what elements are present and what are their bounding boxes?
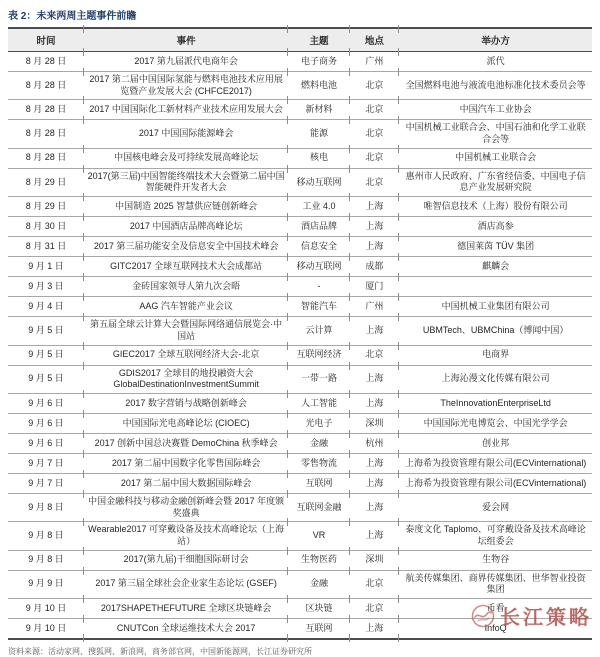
cell-date: 9 月 3 日 xyxy=(28,280,64,291)
cell-event: 中国制造 2025 智慧供应链创新峰会 xyxy=(84,197,288,217)
cell-event: 2017 第二届中国数字化零售国际峰会 xyxy=(84,453,288,473)
cell-organizer: 爱会网 xyxy=(399,493,592,521)
cell-theme: 金融 xyxy=(288,433,349,453)
cell-event: 2017(第九届)干细胞国际研讨会 xyxy=(84,550,288,570)
cell-organizer: TheInnovationEnterpriseLtd xyxy=(399,393,592,413)
col-location: 地点 xyxy=(350,28,400,52)
cell-theme: - xyxy=(288,277,349,297)
table-row xyxy=(8,550,592,570)
cell-theme: 智能汽车 xyxy=(288,297,349,317)
cell-theme: 生物医药 xyxy=(288,550,349,570)
cell-date: 8 月 29 日 xyxy=(25,200,67,211)
cell-event: 中国金融科技与移动金融创新峰会暨 2017 年度颁奖盛典 xyxy=(84,493,288,521)
cell-organizer: 唯智信息技术（上海）股份有限公司 xyxy=(399,197,592,217)
cell-date: 9 月 10 日 xyxy=(25,622,67,633)
cell-theme: 核电 xyxy=(288,148,349,168)
cell-organizer: 上海沁漫文化传媒有限公司 xyxy=(399,365,592,393)
cell-date: 9 月 8 日 xyxy=(28,501,64,512)
table-row xyxy=(8,72,592,100)
cell-theme: 一带一路 xyxy=(288,365,349,393)
cell-organizer: 上海希为投资管理有限公司(ECVinternational) xyxy=(399,473,592,493)
cell-organizer: 电商界 xyxy=(399,345,592,365)
cell-theme: 酒店品牌 xyxy=(288,217,349,237)
cell-location: 厦门 xyxy=(350,277,400,297)
cell-location: 上海 xyxy=(350,473,400,493)
cell-organizer: 麒麟会 xyxy=(399,257,592,277)
table-row xyxy=(8,453,592,473)
table-row xyxy=(8,168,592,196)
cell-organizer: 泰度文化 Taplomo、可穿戴设备及技术高峰论坛组委会 xyxy=(399,522,592,550)
col-theme: 主题 xyxy=(288,28,349,52)
cell-location: 北京 xyxy=(350,120,400,148)
table-row xyxy=(8,433,592,453)
cell-theme: 零售物流 xyxy=(288,453,349,473)
cell-date: 9 月 6 日 xyxy=(28,417,64,428)
table-body xyxy=(8,52,592,640)
cell-organizer: InfoQ xyxy=(399,619,592,640)
cell-theme: 光电子 xyxy=(288,413,349,433)
cell-event: 2017 第九届派代电商年会 xyxy=(84,52,288,72)
cell-event: 金砖国家领导人第九次会晤 xyxy=(84,277,288,297)
cell-theme: 区块链 xyxy=(288,599,349,619)
table-row xyxy=(8,393,592,413)
cell-location: 广州 xyxy=(350,297,400,317)
cell-theme: VR xyxy=(288,522,349,550)
cell-event: 2017 中国国际能源峰会 xyxy=(84,120,288,148)
cell-location: 北京 xyxy=(350,570,400,598)
cell-organizer: UBMTech、UBMChina（博闻中国） xyxy=(399,317,592,345)
cell-date: 8 月 29 日 xyxy=(25,176,67,187)
cell-location: 北京 xyxy=(350,100,400,120)
col-time: 时间 xyxy=(36,36,56,47)
cell-theme: 金融 xyxy=(288,570,349,598)
cell-date: 9 月 10 日 xyxy=(25,602,67,613)
cell-organizer: 派代 xyxy=(399,52,592,72)
cell-theme: 云计算 xyxy=(288,317,349,345)
cell-organizer: 中国机械工业联合会 xyxy=(399,148,592,168)
cell-event: GIEC2017 全球互联网经济大会-北京 xyxy=(84,345,288,365)
cell-location: 成都 xyxy=(350,257,400,277)
cell-theme: 燃料电池 xyxy=(288,72,349,100)
cell-organizer: 上海希为投资管理有限公司(ECVinternational) xyxy=(399,453,592,473)
cell-organizer: 创业邦 xyxy=(399,433,592,453)
table-row xyxy=(8,365,592,393)
cell-theme: 互联网 xyxy=(288,619,349,640)
cell-location: 杭州 xyxy=(350,433,400,453)
cell-location: 上海 xyxy=(350,522,400,550)
cell-date: 9 月 9 日 xyxy=(28,578,64,589)
cell-event: GITC2017 全球互联网技术大会成都站 xyxy=(84,257,288,277)
cell-organizer: 中国汽车工业协会 xyxy=(399,100,592,120)
cell-organizer: 中国国际光电博览会、中国光学学会 xyxy=(399,413,592,433)
table-row xyxy=(8,52,592,72)
cell-organizer xyxy=(399,277,592,297)
table-row xyxy=(8,257,592,277)
table-row xyxy=(8,120,592,148)
cell-event: 2017 第三届功能安全及信息安全中国技术峰会 xyxy=(84,237,288,257)
cell-event: 2017 创新中国总决赛暨 DemoChina 秋季峰会 xyxy=(84,433,288,453)
cell-theme: 互联网 xyxy=(288,473,349,493)
cell-date: 8 月 28 日 xyxy=(25,104,67,115)
cell-location: 上海 xyxy=(350,453,400,473)
cell-location: 深圳 xyxy=(350,413,400,433)
cell-location: 深圳 xyxy=(350,550,400,570)
cell-date: 9 月 6 日 xyxy=(28,397,64,408)
cell-date: 9 月 5 日 xyxy=(28,373,64,384)
cell-location: 北京 xyxy=(350,599,400,619)
table-row xyxy=(8,570,592,598)
cell-theme: 能源 xyxy=(288,120,349,148)
cell-event: 2017 第二届中国国际氢能与燃料电池技术应用展览暨产业发展大会 (CHFCE2017) xyxy=(84,72,288,100)
table-row xyxy=(8,197,592,217)
watermark-text: 长江策略 xyxy=(500,607,592,629)
cell-location: 上海 xyxy=(350,317,400,345)
cell-event: 中国国际光电高峰论坛 (CIOEC) xyxy=(84,413,288,433)
cell-theme: 电子商务 xyxy=(288,52,349,72)
cell-theme: 工业 4.0 xyxy=(288,197,349,217)
cell-date: 9 月 5 日 xyxy=(28,349,64,360)
cell-date: 9 月 5 日 xyxy=(28,324,64,335)
table-row xyxy=(8,277,592,297)
cell-location: 上海 xyxy=(350,217,400,237)
table-row xyxy=(8,100,592,120)
cell-date: 9 月 6 日 xyxy=(28,437,64,448)
cell-location: 北京 xyxy=(350,168,400,196)
cell-event: 第五届全球云计算大会暨国际网络通信展览会·中国站 xyxy=(84,317,288,345)
cell-theme: 互联网经济 xyxy=(288,345,349,365)
table-row xyxy=(8,473,592,493)
cell-date: 8 月 28 日 xyxy=(25,79,67,90)
cell-location: 上海 xyxy=(350,365,400,393)
col-organizer: 举办方 xyxy=(399,28,592,52)
cell-event: 中国核电峰会及可持续发展高峰论坛 xyxy=(84,148,288,168)
cell-organizer: 生物谷 xyxy=(399,550,592,570)
cell-event: 2017 数字营销与战略创新峰会 xyxy=(84,393,288,413)
cell-theme: 新材料 xyxy=(288,100,349,120)
cell-event: CNUTCon 全球运维技术大会 2017 xyxy=(84,619,288,640)
cell-organizer: 中国机械工业联合会、中国石油和化学工业联合会等 xyxy=(399,120,592,148)
cell-date: 9 月 8 日 xyxy=(28,554,64,565)
cell-location: 上海 xyxy=(350,493,400,521)
cell-theme: 移动互联网 xyxy=(288,257,349,277)
cell-organizer: 惠州市人民政府、广东省经信委、中国电子信息产业发展研究院 xyxy=(399,168,592,196)
cell-event: 2017 第三届全球社会企业家生态论坛 (GSEF) xyxy=(84,570,288,598)
table-row xyxy=(8,297,592,317)
cell-date: 9 月 7 日 xyxy=(28,477,64,488)
cell-organizer: 航美传媒集团、商界传媒集团、世华智业投资集团 xyxy=(399,570,592,598)
cell-date: 9 月 1 日 xyxy=(28,260,64,271)
table-row xyxy=(8,522,592,550)
cell-date: 8 月 31 日 xyxy=(25,240,67,251)
cell-location: 上海 xyxy=(350,393,400,413)
cell-organizer: 币看 xyxy=(399,599,592,619)
table-row xyxy=(8,413,592,433)
cell-date: 9 月 8 日 xyxy=(28,530,64,541)
table-row xyxy=(8,148,592,168)
cell-event: GDIS2017 全球目的地投融资大会 GlobalDestinationInvestmentSummit xyxy=(84,365,288,393)
cell-location: 北京 xyxy=(350,148,400,168)
cell-event: 2017 中国酒店品牌高峰论坛 xyxy=(84,217,288,237)
cell-date: 8 月 28 日 xyxy=(25,55,67,66)
table-row xyxy=(8,237,592,257)
cell-theme: 信息安全 xyxy=(288,237,349,257)
cell-theme: 移动互联网 xyxy=(288,168,349,196)
cell-organizer: 酒店高参 xyxy=(399,217,592,237)
cell-location: 上海 xyxy=(350,237,400,257)
table-row xyxy=(8,217,592,237)
cell-date: 9 月 4 日 xyxy=(28,300,64,311)
cell-organizer: 全国燃料电池与液流电池标准化技术委员会等 xyxy=(399,72,592,100)
cell-location: 北京 xyxy=(350,345,400,365)
cell-organizer: 中国机械工业集团有限公司 xyxy=(399,297,592,317)
source-note: 资料来源：活动家网、搜狐网、新浪网，商务部官网，中国新能源网，长江证券研究所 xyxy=(8,647,312,656)
cell-date: 8 月 28 日 xyxy=(25,128,67,139)
cell-date: 9 月 7 日 xyxy=(28,457,64,468)
events-table xyxy=(8,27,592,640)
col-event: 事件 xyxy=(84,28,288,52)
cell-event: 2017(第三届)中国智能终端技术大会暨第二届中国智能硬件开发者大会 xyxy=(84,168,288,196)
cell-event: Wearable2017 可穿戴设备及技术高峰论坛（上海站） xyxy=(84,522,288,550)
cell-theme: 人工智能 xyxy=(288,393,349,413)
table-row xyxy=(8,493,592,521)
cell-event: 2017 第二届中国大数据国际峰会 xyxy=(84,473,288,493)
cell-event: 2017 中国国际化工新材料产业技术应用发展大会 xyxy=(84,100,288,120)
header-row xyxy=(8,28,592,52)
table-row xyxy=(8,317,592,345)
table-row xyxy=(8,619,592,640)
table-title: 表 2：未来两周主题事件前瞻 xyxy=(8,11,137,22)
cell-location: 上海 xyxy=(350,197,400,217)
cell-location: 北京 xyxy=(350,72,400,100)
cell-theme: 互联网金融 xyxy=(288,493,349,521)
cell-event: AAG 汽车智能产业会议 xyxy=(84,297,288,317)
cell-organizer: 德国莱茵 TÜV 集团 xyxy=(399,237,592,257)
table-header xyxy=(8,28,592,52)
cell-location: 广州 xyxy=(350,52,400,72)
cell-date: 8 月 28 日 xyxy=(25,152,67,163)
cell-date: 8 月 30 日 xyxy=(25,220,67,231)
cell-location: 上海 xyxy=(350,619,400,640)
table-row xyxy=(8,345,592,365)
cell-event: 2017SHAPETHEFUTURE 全球区块链峰会 xyxy=(84,599,288,619)
table-row xyxy=(8,599,592,619)
